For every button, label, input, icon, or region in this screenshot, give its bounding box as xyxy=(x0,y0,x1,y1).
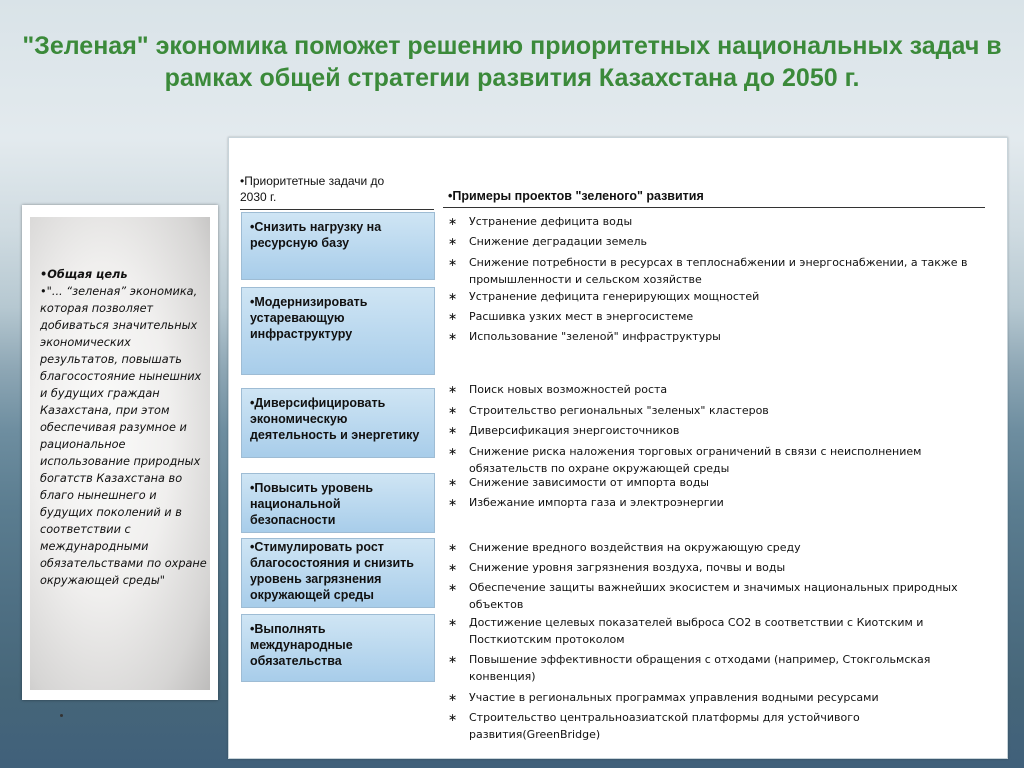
example-item: ∗ Строительство региональных "зеленых" кластеров xyxy=(448,404,769,417)
task-box-1: •Снизить нагрузку на ресурсную базу xyxy=(241,212,435,280)
task-box-4: •Повысить уровень национальной безопасности xyxy=(241,473,435,533)
example-item: ∗ Участие в региональных программах управления водными ресурсами xyxy=(448,691,879,704)
examples-header: •Примеры проектов "зеленого" развития xyxy=(448,189,704,203)
task-box-3: •Диверсифицировать экономическую деятельность и энергетику xyxy=(241,388,435,458)
example-item: ∗ Достижение целевых показателей выброса CO2 в соответствии с Киотским и Посткиотским протоколом xyxy=(448,616,924,646)
example-item: ∗ Диверсификация энергоисточников xyxy=(448,424,680,437)
example-item: ∗ Снижение риска наложения торговых ограничений в связи с неисполнением обязательств по охране окружающей среды xyxy=(448,445,922,475)
slide-title: "Зеленая" экономика поможет решению приоритетных национальных задач в рамках общей стратегии развития Казахстана до 2050 г. xyxy=(22,32,1002,92)
left-header-divider xyxy=(240,209,434,210)
task-box-5: •Стимулировать рост благосостояния и снизить уровень загрязнения окружающей среды xyxy=(241,538,435,608)
example-item: ∗ Использование "зеленой" инфраструктуры xyxy=(448,330,721,343)
task-box-6: •Выполнять международные обязательства xyxy=(241,614,435,682)
goal-heading: •Общая цель xyxy=(40,268,128,281)
example-item: ∗ Поиск новых возможностей роста xyxy=(448,383,668,396)
example-item: ∗ Устранение дефицита генерирующих мощностей xyxy=(448,290,760,303)
footnote-dot xyxy=(60,714,63,717)
example-item: ∗ Устранение дефицита воды xyxy=(448,215,633,228)
example-item: ∗ Расшивка узких мест в энергосистеме xyxy=(448,310,694,323)
right-header-divider xyxy=(443,207,985,208)
goal-text: •"... “зеленая” экономика, которая позволяет добиваться значительных экономических результатов, повышать благосостояние нынешних и будущих граждан Казахстана, при этом обеспечивая разумное и рациональное использование природных богатств Казахстана во благо нынешнего и будущих поколений и в соответствии с международными обязательствами по охране окружающей среды" xyxy=(40,285,207,587)
example-item: ∗ Снижение вредного воздействия на окружающую среду xyxy=(448,541,801,554)
goal-text-block xyxy=(40,266,210,589)
example-item: ∗ Снижение потребности в ресурсах в теплоснабжении и энергоснабжении, а также в промышленности и сельском хозяйстве xyxy=(448,256,968,286)
example-item: ∗ Избежание импорта газа и электроэнергии xyxy=(448,496,724,509)
example-item: ∗ Строительство центральноазиатской платформы для устойчивого развития(GreenBridge) xyxy=(448,711,860,741)
example-item: ∗ Обеспечение защиты важнейших экосистем и значимых национальных природных объектов xyxy=(448,581,958,611)
priority-tasks-header: •Приоритетные задачи до 2030 г. xyxy=(240,174,385,204)
example-item: ∗ Снижение уровня загрязнения воздуха, почвы и воды xyxy=(448,561,786,574)
example-item: ∗ Повышение эффективности обращения с отходами (например, Стокгольмская конвенция) xyxy=(448,653,931,683)
example-item: ∗ Снижение зависимости от импорта воды xyxy=(448,476,709,489)
task-box-2: •Модернизировать устаревающую инфраструктуру xyxy=(241,287,435,375)
example-item: ∗ Снижение деградации земель xyxy=(448,235,648,248)
